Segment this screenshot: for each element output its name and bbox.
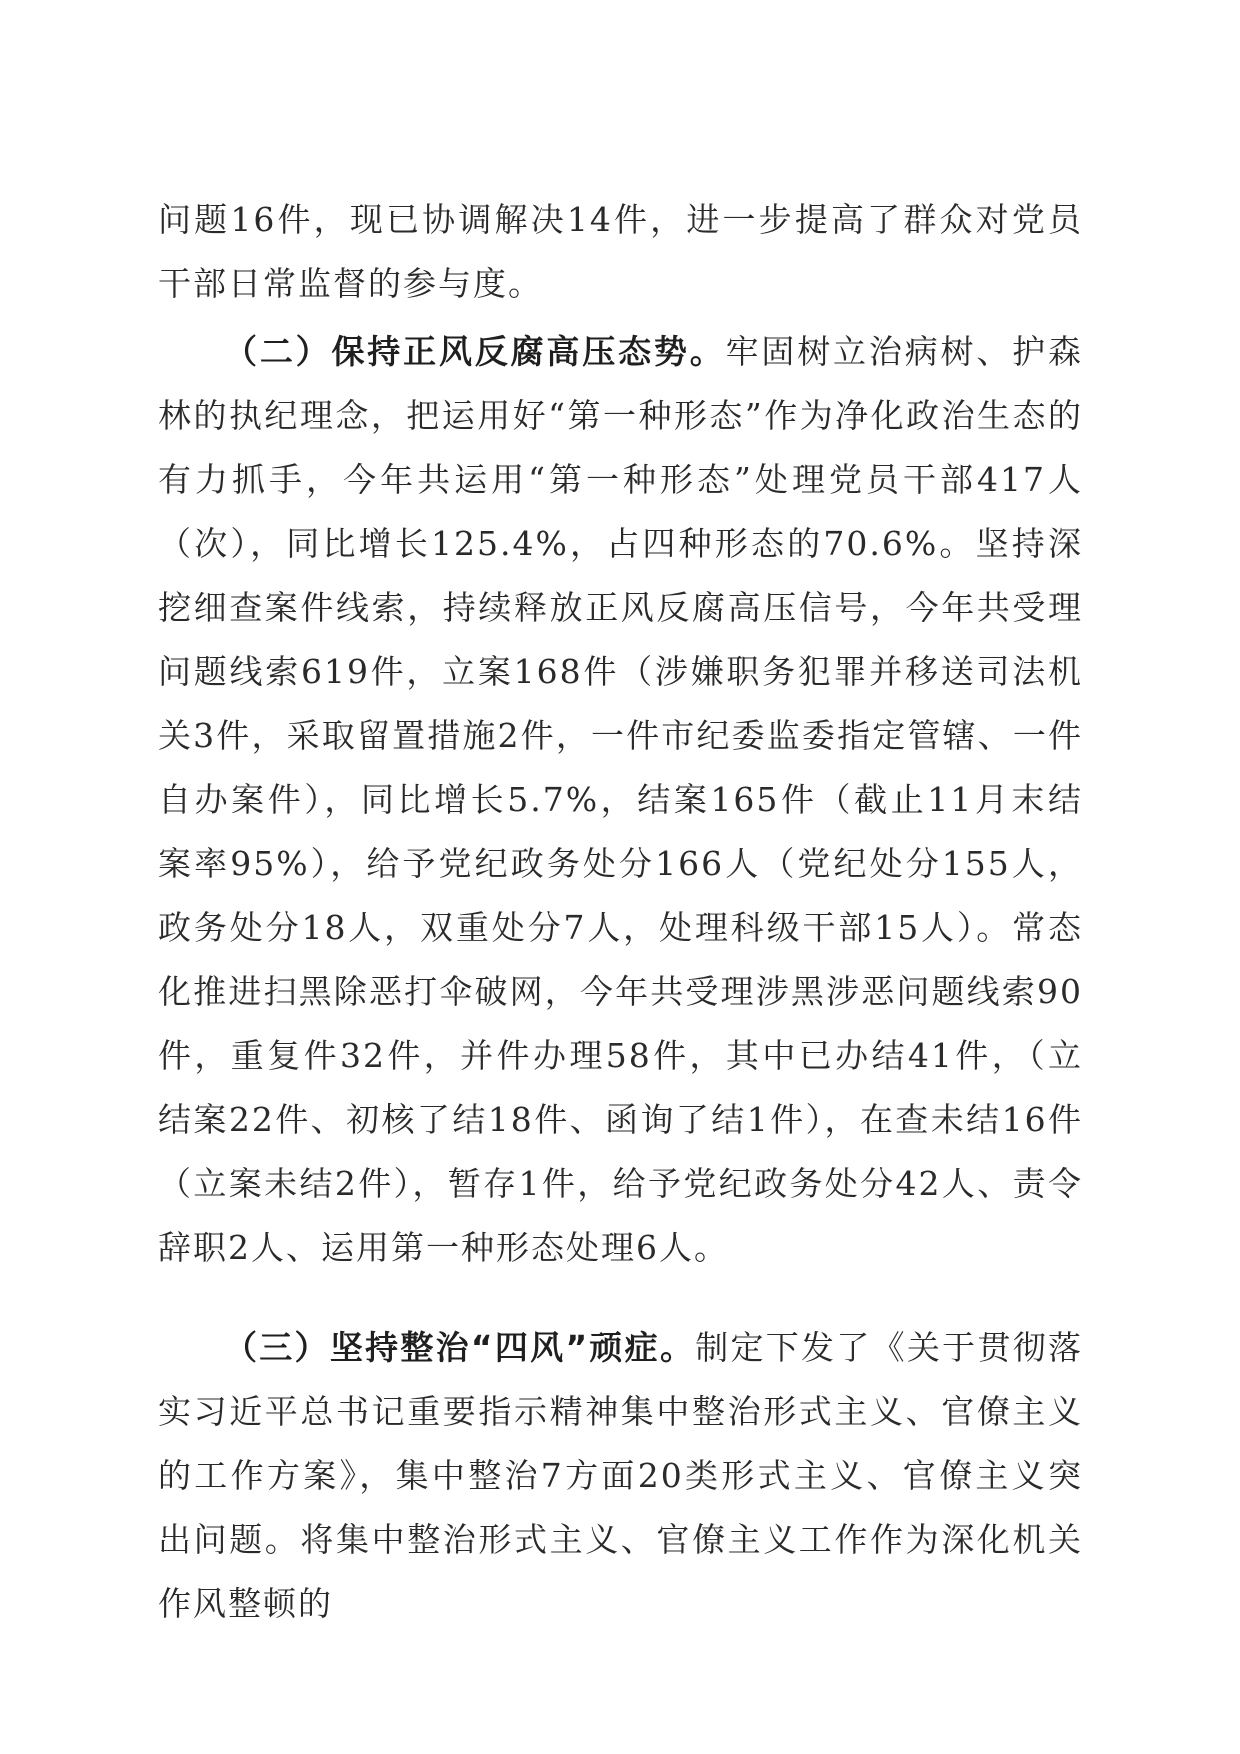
paragraph-section-two <box>158 320 1083 1280</box>
section-heading: （二）保持正风反腐高压态势。 <box>224 332 726 371</box>
paragraph-section-three <box>158 1316 1083 1636</box>
paragraph-continuation <box>158 188 1083 316</box>
paragraph-body: 制定下发了《关于贯彻落实习近平总书记重要指示精神集中整治形式主义、官僚主义的工作方案》，集中整治7方面20类形式主义、官僚主义突出问题。将集中整治形式主义、官僚主义工作作为深化机关作风整顿的 <box>158 1328 1083 1623</box>
paragraph-text <box>158 320 1083 1280</box>
paragraph-text <box>158 1316 1083 1636</box>
paragraph-body: 问题16件，现已协调解决14件，进一步提高了群众对党员干部日常监督的参与度。 <box>158 200 1083 303</box>
section-heading: （三）坚持整治“四风”顽症。 <box>224 1328 696 1367</box>
paragraph-body: 牢固树立治病树、护森林的执纪理念，把运用好“第一种形态”作为净化政治生态的有力抓手，今年共运用“第一种形态”处理党员干部417人（次），同比增长125.4%，占四种形态的70.6%。坚持深挖细查案件线索，持续释放正风反腐高压信号，今年共受理问题线索619件，立案168件（涉嫌职务犯罪并移送司法机关3件，采取留置措施2件，一件市纪委监委指定管辖、一件自办案件），同比增长5.7%，结案165件（截止11月末结案率95%），给予党纪政务处分166人（党纪处分155人，政务处分18人，双重处分7人，处理科级干部15人）。常态化推进扫黑除恶打伞破网，今年共受理涉黑涉恶问题线索90件，重复件32件，并件办理58件，其中已办结41件，（立结案22件、初核了结18件、函询了结1件），在查未结16件（立案未结2件），暂存1件，给予党纪政务处分42人、责令辞职2人、运用第一种形态处理6人。 <box>158 332 1084 1267</box>
